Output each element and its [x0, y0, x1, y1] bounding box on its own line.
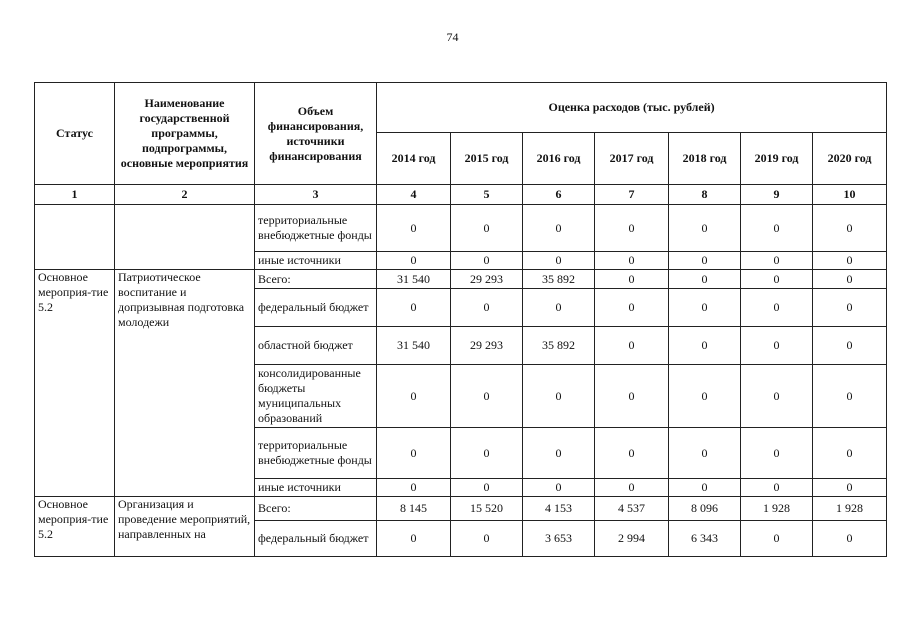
value-cell: 0: [741, 327, 813, 365]
value-cell: 0: [595, 428, 669, 479]
value-cell: 29 293: [451, 327, 523, 365]
value-cell: 0: [813, 205, 887, 252]
value-cell: 0: [523, 428, 595, 479]
value-cell: 1 928: [741, 497, 813, 521]
value-cell: 0: [669, 365, 741, 428]
value-cell: 4 537: [595, 497, 669, 521]
value-cell: 8 096: [669, 497, 741, 521]
header-estimate: Оценка расходов (тыс. рублей): [377, 83, 887, 133]
value-cell: 0: [377, 252, 451, 270]
column-number: 2: [115, 185, 255, 205]
value-cell: 0: [813, 479, 887, 497]
value-cell: 0: [741, 289, 813, 327]
value-cell: 0: [669, 205, 741, 252]
source-cell: территориальные внебюджетные фонды: [255, 205, 377, 252]
source-cell: консолидированные бюджеты муниципальных образований: [255, 365, 377, 428]
value-cell: 0: [377, 521, 451, 557]
value-cell: 0: [451, 479, 523, 497]
value-cell: 0: [451, 289, 523, 327]
source-cell: иные источники: [255, 252, 377, 270]
header-row: [35, 83, 887, 133]
value-cell: 0: [595, 252, 669, 270]
header-volume: Объем финансирования, источники финансирования: [255, 83, 377, 185]
value-cell: 0: [741, 428, 813, 479]
year-header: 2017 год: [595, 133, 669, 185]
value-cell: 35 892: [523, 270, 595, 289]
value-cell: 0: [595, 270, 669, 289]
value-cell: 4 153: [523, 497, 595, 521]
value-cell: 15 520: [451, 497, 523, 521]
value-cell: 0: [377, 428, 451, 479]
value-cell: 0: [669, 428, 741, 479]
value-cell: 0: [451, 205, 523, 252]
table-row: [35, 205, 887, 252]
status-cell: Основное мероприя-тие 5.2: [35, 497, 115, 557]
value-cell: 0: [595, 327, 669, 365]
value-cell: 0: [813, 252, 887, 270]
value-cell: 0: [451, 252, 523, 270]
column-number: 1: [35, 185, 115, 205]
value-cell: 29 293: [451, 270, 523, 289]
column-number-row: [35, 185, 887, 205]
value-cell: 0: [523, 252, 595, 270]
value-cell: 31 540: [377, 270, 451, 289]
column-number: 8: [669, 185, 741, 205]
value-cell: 0: [669, 289, 741, 327]
value-cell: 0: [523, 479, 595, 497]
value-cell: 31 540: [377, 327, 451, 365]
value-cell: 8 145: [377, 497, 451, 521]
year-header: 2015 год: [451, 133, 523, 185]
value-cell: 0: [523, 205, 595, 252]
value-cell: 6 343: [669, 521, 741, 557]
value-cell: 0: [741, 252, 813, 270]
year-header: 2016 год: [523, 133, 595, 185]
value-cell: 1 928: [813, 497, 887, 521]
header-status: Статус: [35, 83, 115, 185]
value-cell: 0: [595, 365, 669, 428]
status-cell: Основное мероприя-тие 5.2: [35, 270, 115, 497]
column-number: 6: [523, 185, 595, 205]
value-cell: 0: [741, 365, 813, 428]
value-cell: 35 892: [523, 327, 595, 365]
budget-table: [34, 82, 887, 557]
source-cell: областной бюджет: [255, 327, 377, 365]
value-cell: 0: [741, 479, 813, 497]
header-name: Наименование государственной программы, подпрограммы, основные мероприятия: [115, 83, 255, 185]
status-cell: [35, 205, 115, 270]
value-cell: 3 653: [523, 521, 595, 557]
value-cell: 0: [451, 365, 523, 428]
column-number: 3: [255, 185, 377, 205]
value-cell: 0: [377, 479, 451, 497]
value-cell: 0: [377, 289, 451, 327]
value-cell: 0: [523, 365, 595, 428]
name-cell: Организация и проведение мероприятий, направленных на: [115, 497, 255, 557]
column-number: 5: [451, 185, 523, 205]
value-cell: 0: [813, 521, 887, 557]
value-cell: 0: [451, 428, 523, 479]
source-cell: Всего:: [255, 497, 377, 521]
table-row: [35, 270, 887, 289]
column-number: 9: [741, 185, 813, 205]
value-cell: 0: [669, 270, 741, 289]
value-cell: 0: [741, 205, 813, 252]
name-cell: Патриотическое воспитание и допризывная подготовка молодежи: [115, 270, 255, 497]
value-cell: 0: [741, 521, 813, 557]
year-header: 2018 год: [669, 133, 741, 185]
year-header: 2019 год: [741, 133, 813, 185]
value-cell: 0: [813, 289, 887, 327]
value-cell: 0: [451, 521, 523, 557]
value-cell: 0: [669, 327, 741, 365]
year-header: 2014 год: [377, 133, 451, 185]
value-cell: 0: [669, 252, 741, 270]
value-cell: 0: [813, 365, 887, 428]
value-cell: 0: [523, 289, 595, 327]
value-cell: 0: [813, 327, 887, 365]
column-number: 10: [813, 185, 887, 205]
value-cell: 0: [377, 365, 451, 428]
value-cell: 0: [595, 479, 669, 497]
value-cell: 0: [813, 270, 887, 289]
column-number: 4: [377, 185, 451, 205]
value-cell: 2 994: [595, 521, 669, 557]
source-cell: территориальные внебюджетные фонды: [255, 428, 377, 479]
source-cell: федеральный бюджет: [255, 521, 377, 557]
table-row: [35, 497, 887, 521]
value-cell: 0: [741, 270, 813, 289]
value-cell: 0: [377, 205, 451, 252]
source-cell: федеральный бюджет: [255, 289, 377, 327]
column-number: 7: [595, 185, 669, 205]
year-header: 2020 год: [813, 133, 887, 185]
name-cell: [115, 205, 255, 270]
value-cell: 0: [669, 479, 741, 497]
source-cell: Всего:: [255, 270, 377, 289]
value-cell: 0: [595, 289, 669, 327]
source-cell: иные источники: [255, 479, 377, 497]
value-cell: 0: [595, 205, 669, 252]
value-cell: 0: [813, 428, 887, 479]
page-number: 74: [446, 30, 459, 44]
